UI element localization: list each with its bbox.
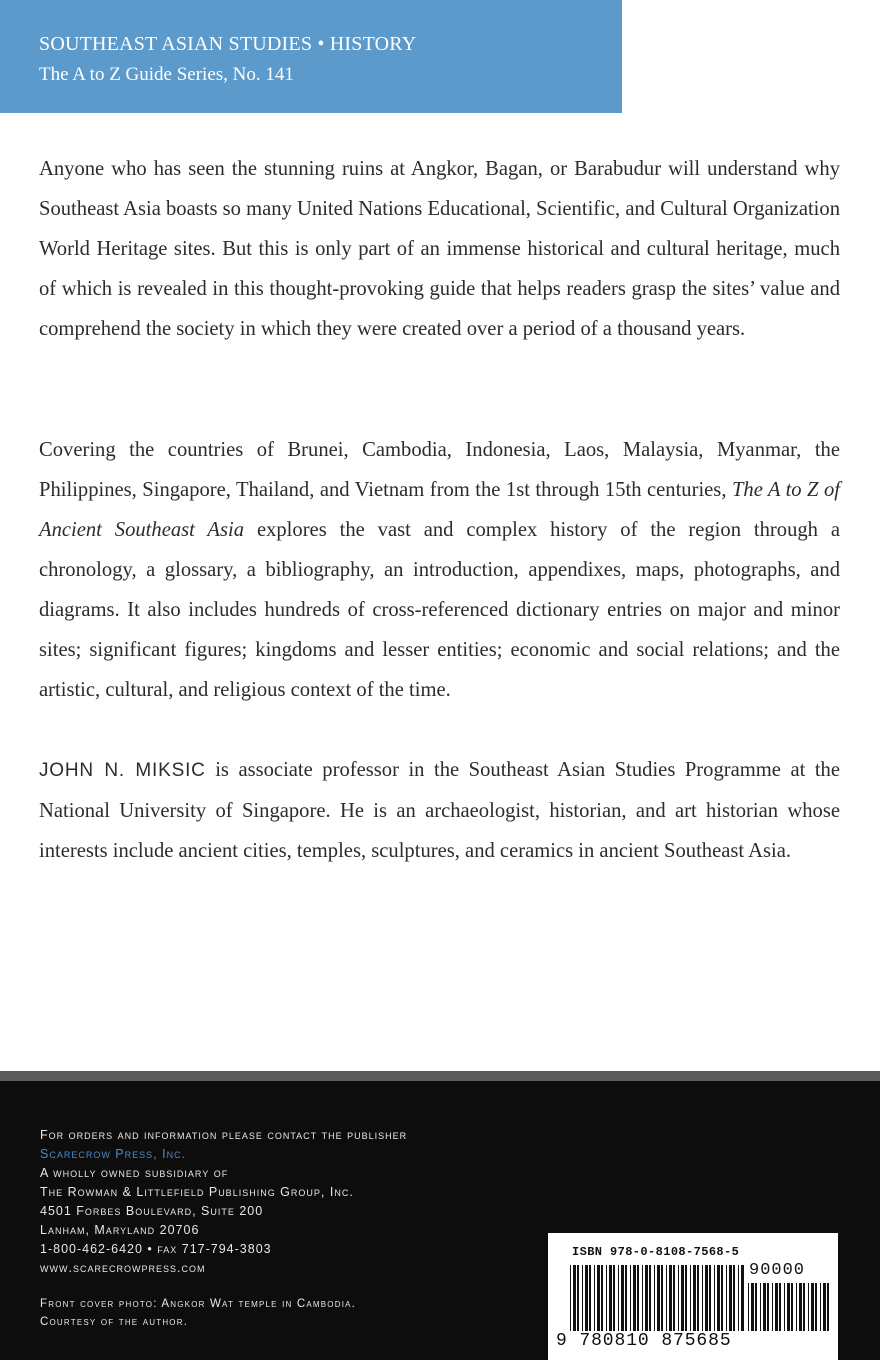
address-line-2: Lanham, Maryland 20706 (40, 1223, 200, 1237)
book-title: The A to Z of Ancient Southeast Asia (39, 479, 840, 541)
author-name: JOHN N. MIKSIC (39, 760, 206, 781)
phone-fax: 1-800-462-6420 • fax 717-794-3803 (40, 1242, 272, 1256)
publisher-name: Scarecrow Press, Inc. (40, 1147, 187, 1161)
paragraph-2-end: explores the vast and complex history of the region through a chronology, a glossary, a bibliography, an introduction, appendixes, maps, photographs, and diagrams. It also includes hundreds of cross-referenced dictionary entries on major and minor sites; significant figures; kingdoms and lesser entities; economic and social relations; and the artistic, cultural, and religious context of the time. (39, 519, 840, 701)
subsidiary-line: A wholly owned subsidiary of (40, 1166, 229, 1180)
series-title: SOUTHEAST ASIAN STUDIES • HISTORY (39, 33, 417, 55)
photo-credit-line-1: Front cover photo: Angkor Wat temple in Cambodia. (40, 1298, 357, 1310)
contact-line: For orders and information please contact the publisher (40, 1128, 408, 1142)
publisher-website: www.scarecrowpress.com (40, 1261, 206, 1275)
address-line-1: 4501 Forbes Boulevard, Suite 200 (40, 1204, 264, 1218)
publisher-footer (0, 1071, 880, 1360)
publisher-info (40, 1126, 407, 1278)
photo-credit (40, 1295, 356, 1331)
photo-credit-line-2: Courtesy of the author. (40, 1316, 189, 1328)
paragraph-2-start: Covering the countries of Brunei, Cambodia, Indonesia, Laos, Malaysia, Myanmar, the Philippines, Singapore, Thailand, and Vietnam from the 1st through 15th centuries, (39, 439, 840, 501)
barcode-box (548, 1233, 838, 1361)
author-bio: is associate professor in the Southeast Asian Studies Programme at the National University of Singapore. He is an archaeologist, historian, and art historian whose interests include ancient cities, temples, sculptures, and ceramics in ancient Southeast Asia. (39, 759, 840, 862)
series-number: The A to Z Guide Series, No. 141 (39, 64, 294, 85)
isbn-label: ISBN 978-0-8108-7568-5 (572, 1245, 740, 1259)
price-code: 90000 (749, 1261, 806, 1280)
parent-company: The Rowman & Littlefield Publishing Group, Inc. (40, 1185, 354, 1199)
isbn-digits: 9 780810 875685 (556, 1331, 732, 1351)
description-paragraph-2 (39, 430, 840, 710)
description-paragraph-1: Anyone who has seen the stunning ruins at Angkor, Bagan, or Barabudur will understand why Southeast Asia boasts so many United Nations Educational, Scientific, and Cultural Organization World Heritage sites. But this is only part of an immense historical and cultural heritage, much of which is revealed in this thought-provoking guide that helps readers grasp the sites’ value and comprehend the society in which they were created over a period of a thousand years. (39, 158, 840, 340)
series-banner (0, 0, 622, 113)
author-bio-paragraph (39, 750, 840, 871)
